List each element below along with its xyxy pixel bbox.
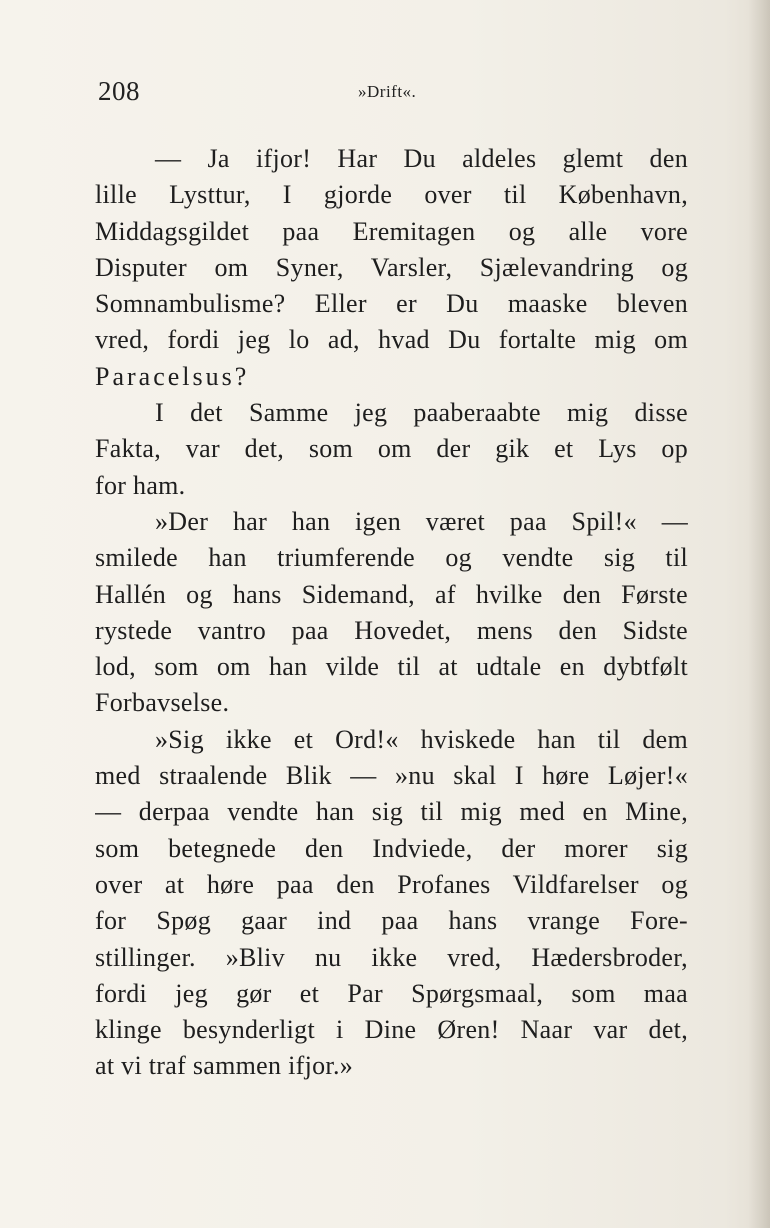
text-line: lod, som om han vilde til at udtale en dybtfølt: [95, 652, 688, 682]
running-head: »Drift«.: [358, 82, 417, 101]
text-line: med straalende Blik — »nu skal I høre Løjer!«: [95, 761, 688, 791]
page-number: 208: [98, 76, 140, 106]
page-edge-shadow: [748, 0, 770, 1228]
text-line: Somnambulisme? Eller er Du maaske bleven: [95, 289, 688, 319]
text-line: Forbavselse.: [95, 688, 230, 718]
text-line: smilede han triumferende og vendte sig til: [95, 543, 688, 573]
text-line: klinge besynderligt i Dine Øren! Naar var det,: [95, 1015, 688, 1045]
page-header: [98, 76, 688, 112]
text-line: Middagsgildet paa Eremitagen og alle vore: [95, 216, 688, 246]
body-text: [95, 141, 688, 1085]
text-line: stillinger. »Bliv nu ikke vred, Hædersbroder,: [95, 942, 688, 972]
text-line: fordi jeg gør et Par Spørgsmaal, som maa: [95, 978, 688, 1008]
text-line: — derpaa vendte han sig til mig med en Mine,: [95, 797, 688, 827]
text-line: for ham.: [95, 470, 186, 500]
text-line: Fakta, var det, som om der gik et Lys op: [95, 434, 688, 464]
text-line: over at høre paa den Profanes Vildfarelser og: [95, 869, 688, 899]
text-line: — Ja ifjor! Har Du aldeles glemt den: [155, 144, 688, 173]
text-line: for Spøg gaar ind paa hans vrange Fore-: [95, 906, 688, 936]
text-line: at vi traf sammen ifjor.»: [95, 1051, 354, 1081]
text-line: I det Samme jeg paaberaabte mig disse: [155, 398, 688, 428]
text-line: lille Lysttur, I gjorde over til København,: [95, 180, 688, 210]
text-line: vred, fordi jeg lo ad, hvad Du fortalte mig om: [95, 325, 688, 355]
text-line: Paracelsus?: [95, 361, 250, 391]
text-line: »Der har han igen været paa Spil!« —: [155, 506, 688, 536]
text-line: Hallén og hans Sidemand, af hvilke den Første: [95, 579, 688, 609]
text-line: som betegnede den Indviede, der morer sig: [95, 833, 688, 863]
text-line: »Sig ikke et Ord!« hviskede han til dem: [155, 724, 688, 754]
text-line: rystede vantro paa Hovedet, mens den Sidste: [95, 615, 688, 645]
text-line: Disputer om Syner, Varsler, Sjælevandring og: [95, 252, 688, 282]
